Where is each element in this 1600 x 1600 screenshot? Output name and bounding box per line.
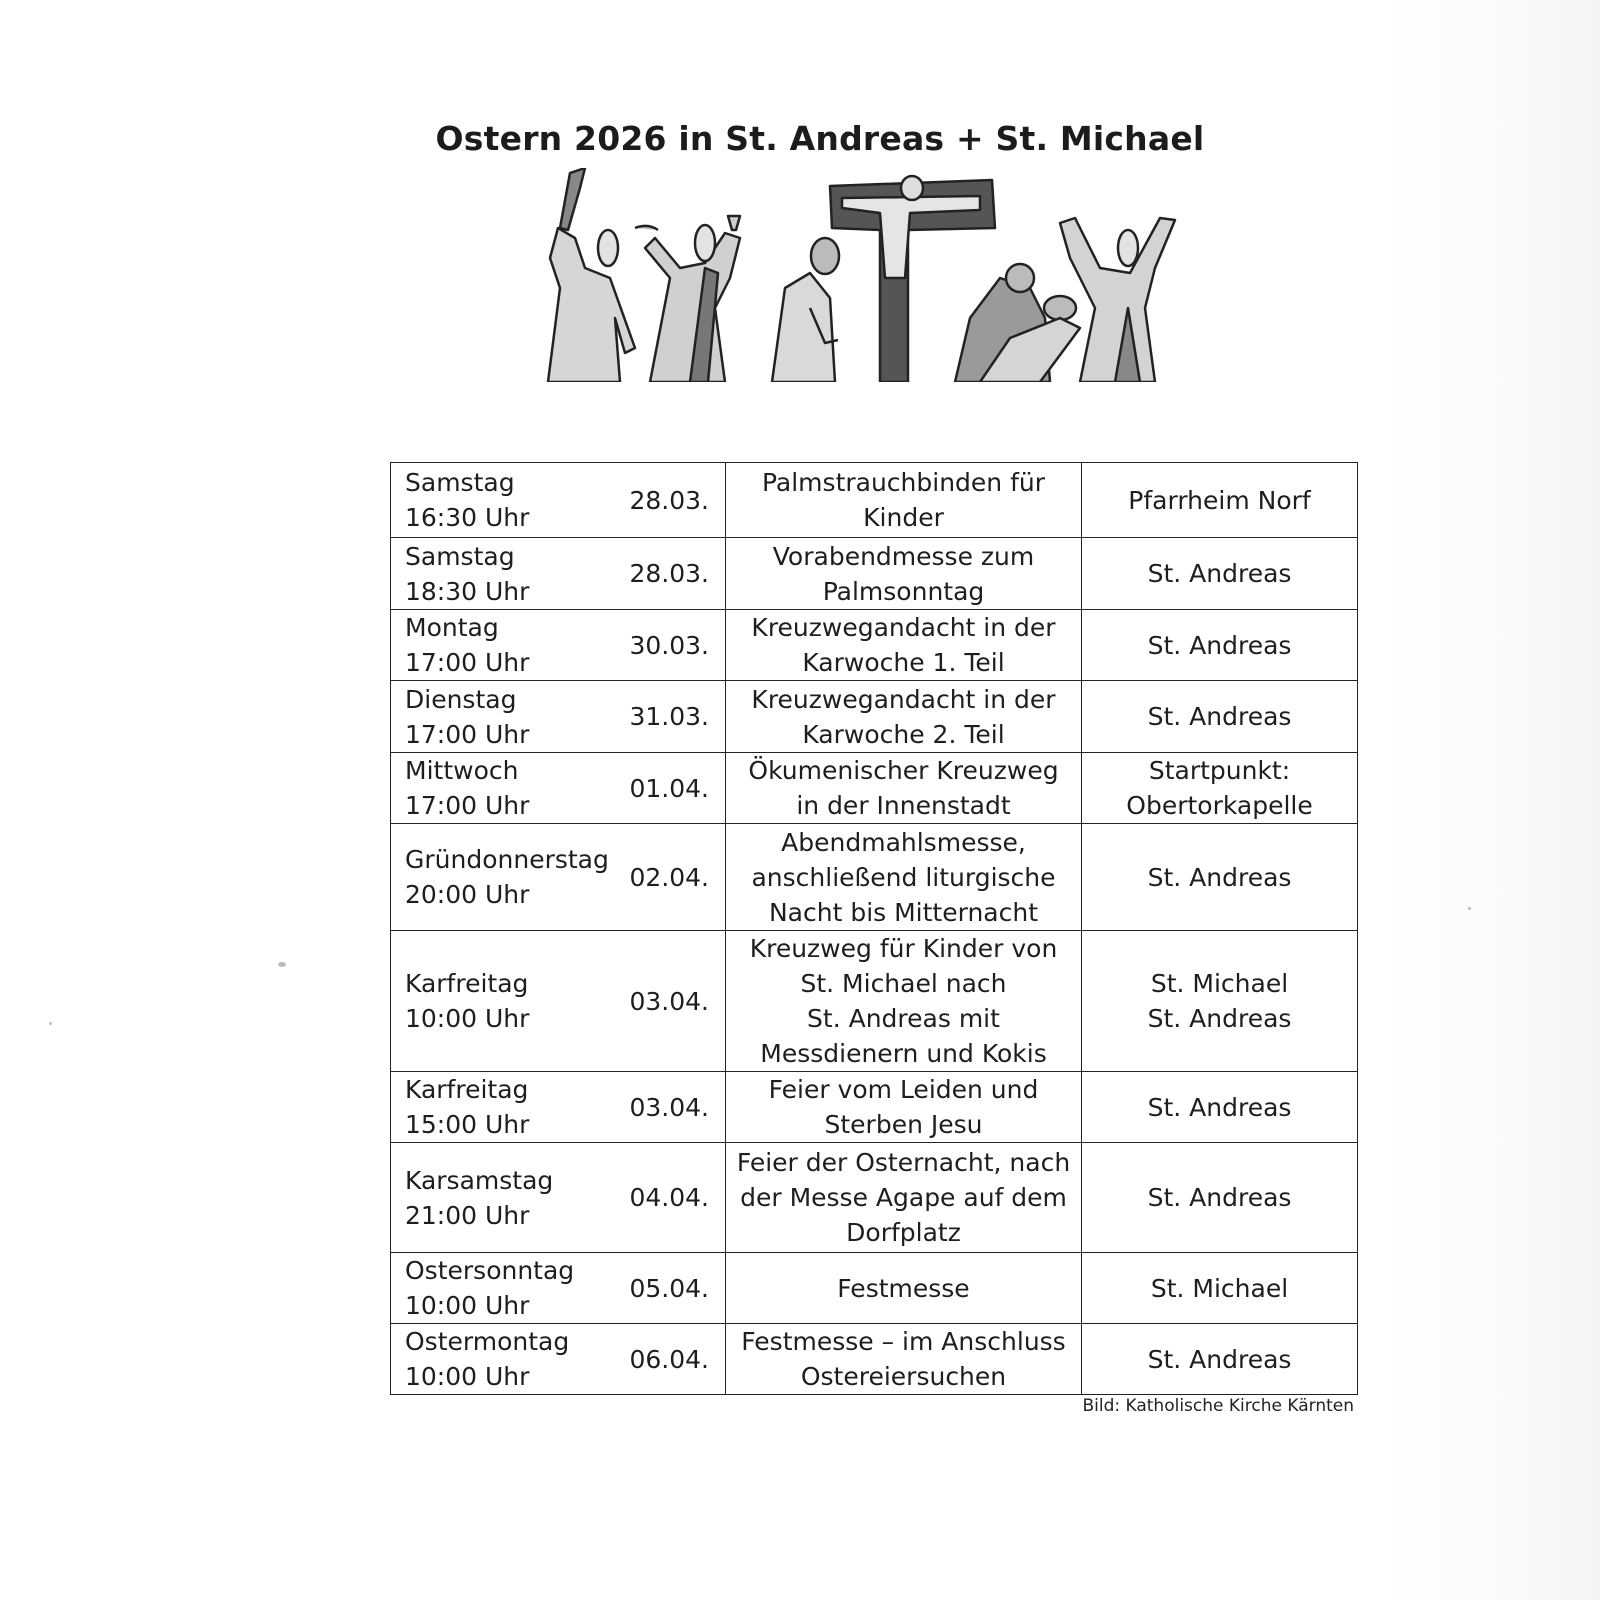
location-cell xyxy=(1082,1253,1358,1324)
location-line: St. Andreas xyxy=(1147,1344,1292,1374)
day-time-cell xyxy=(391,931,726,1072)
event-date: 06.04. xyxy=(629,1344,709,1374)
event-description-cell xyxy=(726,1324,1082,1395)
event-line: Festmesse – im Anschluss xyxy=(741,1327,1066,1356)
day-time-cell xyxy=(391,1324,726,1395)
location-line: St. Michael xyxy=(1150,969,1289,998)
event-description-cell xyxy=(726,1253,1082,1324)
event-line: Dorfplatz xyxy=(846,1218,961,1247)
event-date: 28.03. xyxy=(629,485,709,515)
location-cell xyxy=(1082,824,1358,931)
event-date: 03.04. xyxy=(629,986,709,1016)
schedule-row xyxy=(391,538,1358,610)
page-title: Ostern 2026 in St. Andreas + St. Michael xyxy=(435,119,1205,159)
event-date: 30.03. xyxy=(629,630,709,660)
start-time: 17:00 Uhr xyxy=(405,791,530,820)
schedule-row xyxy=(391,753,1358,824)
event-description-cell xyxy=(726,753,1082,824)
event-line: Ökumenischer Kreuzweg xyxy=(748,756,1059,785)
event-line: Ostereiersuchen xyxy=(800,1362,1007,1391)
location-cell xyxy=(1082,610,1358,681)
event-line: in der Innenstadt xyxy=(796,791,1011,820)
event-line: Karwoche 1. Teil xyxy=(802,648,1005,677)
event-date: 04.04. xyxy=(629,1183,709,1212)
day-time-cell xyxy=(391,1253,726,1324)
event-line: St. Andreas mit xyxy=(807,1004,1000,1033)
scan-page-edge xyxy=(1380,0,1600,1600)
location-line: St. Andreas xyxy=(1147,559,1292,588)
event-description-cell xyxy=(726,463,1082,538)
event-line: Kreuzwegandacht in der xyxy=(751,684,1056,714)
event-description-cell xyxy=(726,931,1082,1072)
start-time: 17:00 Uhr xyxy=(405,719,530,749)
location-cell xyxy=(1082,681,1358,753)
location-cell xyxy=(1082,1143,1358,1253)
start-time: 10:00 Uhr xyxy=(405,1291,530,1320)
event-description-cell xyxy=(726,610,1082,681)
schedule-row xyxy=(391,1324,1358,1395)
location-line: St. Andreas xyxy=(1147,630,1292,660)
weekday: Ostersonntag xyxy=(405,1256,575,1285)
event-line: Festmesse xyxy=(837,1273,970,1303)
day-time-cell xyxy=(391,824,726,931)
event-line: Palmstrauchbinden für xyxy=(761,468,1046,497)
event-line: anschließend liturgische xyxy=(751,862,1056,892)
event-line: St. Michael nach xyxy=(800,969,1007,998)
location-line: St. Andreas xyxy=(1147,1092,1292,1122)
schedule-row xyxy=(391,1072,1358,1143)
schedule-row xyxy=(391,610,1358,681)
weekday: Samstag xyxy=(405,468,515,497)
weekday: Mittwoch xyxy=(405,756,519,785)
schedule-row xyxy=(391,1143,1358,1253)
event-line: Feier der Osternacht, nach xyxy=(736,1148,1071,1177)
schedule-row xyxy=(391,1253,1358,1324)
day-time-cell xyxy=(391,538,726,610)
easter-schedule-table xyxy=(390,462,1358,1395)
event-line: der Messe Agape auf dem xyxy=(740,1183,1067,1212)
location-line: Startpunkt: xyxy=(1148,756,1291,785)
event-date: 28.03. xyxy=(629,559,709,588)
scan-speck xyxy=(49,1022,52,1025)
start-time: 16:30 Uhr xyxy=(405,503,530,532)
scan-speck xyxy=(278,962,286,967)
location-cell xyxy=(1082,931,1358,1072)
location-line: St. Andreas xyxy=(1147,702,1292,731)
weekday: Karfreitag xyxy=(405,1075,529,1104)
event-line: Palmsonntag xyxy=(822,576,985,606)
start-time: 10:00 Uhr xyxy=(405,1362,530,1391)
event-date: 05.04. xyxy=(629,1273,709,1303)
event-line: Abendmahlsmesse, xyxy=(781,827,1026,857)
location-line: Obertorkapelle xyxy=(1126,791,1313,820)
event-line: Feier vom Leiden und xyxy=(768,1075,1039,1104)
event-description-cell xyxy=(726,681,1082,753)
weekday: Samstag xyxy=(405,541,515,571)
day-time-cell xyxy=(391,1143,726,1253)
location-line: St. Michael xyxy=(1150,1273,1289,1303)
start-time: 21:00 Uhr xyxy=(405,1200,530,1230)
location-cell xyxy=(1082,1324,1358,1395)
start-time: 10:00 Uhr xyxy=(405,1004,530,1033)
event-line: Karwoche 2. Teil xyxy=(802,719,1005,749)
event-description-cell xyxy=(726,1143,1082,1253)
holy-week-illustration xyxy=(540,168,1180,382)
event-line: Sterben Jesu xyxy=(824,1110,983,1139)
location-cell xyxy=(1082,538,1358,610)
event-date: 03.04. xyxy=(629,1092,709,1122)
location-cell xyxy=(1082,463,1358,538)
event-date: 01.04. xyxy=(629,773,709,803)
event-line: Nacht bis Mitternacht xyxy=(768,897,1039,927)
scan-speck xyxy=(1468,907,1471,910)
start-time: 20:00 Uhr xyxy=(405,880,530,909)
event-line: Kreuzweg für Kinder von xyxy=(749,934,1058,963)
location-line: Pfarrheim Norf xyxy=(1128,485,1311,515)
day-time-cell xyxy=(391,681,726,753)
event-description-cell xyxy=(726,824,1082,931)
event-date: 02.04. xyxy=(629,862,709,892)
chalice-icon xyxy=(728,216,740,230)
weekday: Dienstag xyxy=(405,684,517,714)
event-description-cell xyxy=(726,1072,1082,1143)
weekday: Montag xyxy=(405,613,499,642)
location-line: St. Andreas xyxy=(1147,862,1292,892)
palm-branch-icon xyxy=(560,168,585,230)
location-cell xyxy=(1082,1072,1358,1143)
weekday: Ostermontag xyxy=(405,1327,570,1356)
day-time-cell xyxy=(391,463,726,538)
event-line: Kreuzwegandacht in der xyxy=(751,613,1056,642)
weekday: Gründonnerstag xyxy=(405,845,609,874)
event-description-cell xyxy=(726,538,1082,610)
event-line: Messdienern und Kokis xyxy=(760,1039,1047,1068)
location-line: St. Andreas xyxy=(1147,1004,1292,1033)
day-time-cell xyxy=(391,753,726,824)
day-time-cell xyxy=(391,610,726,681)
start-time: 17:00 Uhr xyxy=(405,648,530,677)
weekday: Karfreitag xyxy=(405,969,529,998)
schedule-row xyxy=(391,463,1358,538)
weekday: Karsamstag xyxy=(405,1165,554,1195)
event-line: Kinder xyxy=(863,503,944,532)
event-line: Vorabendmesse zum xyxy=(772,541,1035,571)
day-time-cell xyxy=(391,1072,726,1143)
start-time: 18:30 Uhr xyxy=(405,576,530,606)
schedule-row xyxy=(391,681,1358,753)
image-credit: Bild: Katholische Kirche Kärnten xyxy=(1082,1396,1354,1416)
schedule-row xyxy=(391,931,1358,1072)
location-cell xyxy=(1082,753,1358,824)
start-time: 15:00 Uhr xyxy=(405,1110,530,1139)
location-line: St. Andreas xyxy=(1147,1183,1292,1212)
schedule-row xyxy=(391,824,1358,931)
event-date: 31.03. xyxy=(629,702,709,731)
